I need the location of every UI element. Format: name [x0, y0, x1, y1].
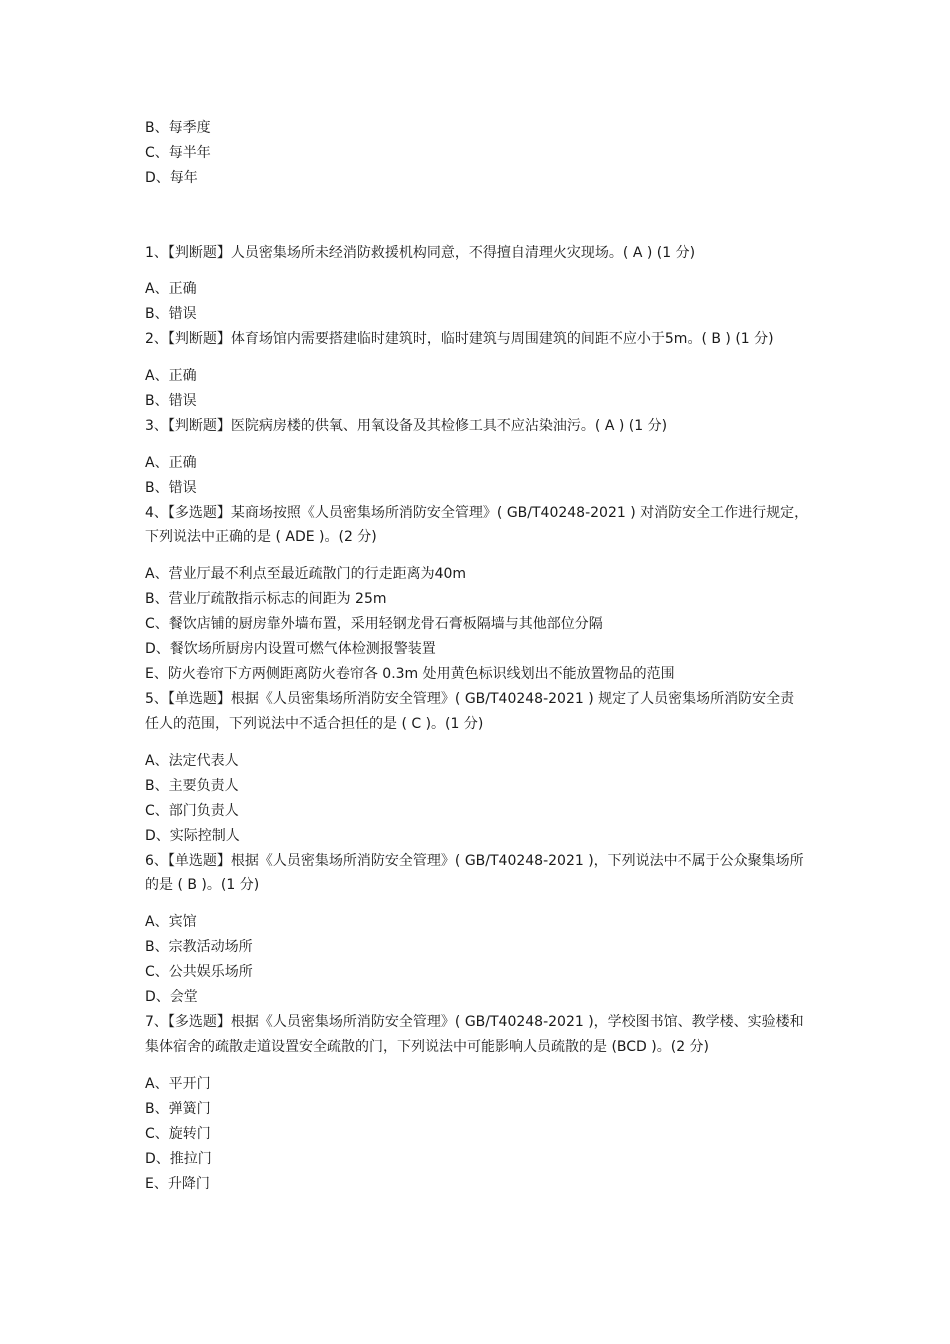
question-stem: 任人的范围，下列说法中不适合担任的是 ( C )。(1 分): [145, 716, 484, 732]
question-stem: 4、【多选题】某商场按照《人员密集场所消防安全管理》( GB/T40248-2021 ) 对消防安全工作进行规定，: [145, 505, 809, 521]
option-line: C、每半年: [145, 145, 211, 161]
option-line: D、餐饮场所厨房内设置可燃气体检测报警装置: [145, 641, 436, 657]
question-stem: 3、【判断题】医院病房楼的供氧、用氧设备及其检修工具不应沾染油污。( A ) (1 分): [145, 418, 668, 434]
option-line: C、公共娱乐场所: [145, 964, 253, 980]
option-line: D、实际控制人: [145, 828, 240, 844]
question-stem: 集体宿舍的疏散走道设置安全疏散的门，下列说法中可能影响人员疏散的是 (BCD )。(2 分): [145, 1039, 710, 1055]
option-line: D、会堂: [145, 989, 198, 1005]
question-stem: 下列说法中正确的是 ( ADE )。(2 分): [145, 529, 377, 545]
option-line: C、旋转门: [145, 1126, 211, 1142]
option-line: A、营业厅最不利点至最近疏散门的行走距离为40m: [145, 566, 467, 582]
question-stem: 1、【判断题】人员密集场所未经消防救援机构同意，不得擅自清理火灾现场。( A ) (1 分): [145, 245, 696, 261]
option-line: C、部门负责人: [145, 803, 239, 819]
option-line: B、营业厅疏散指示标志的间距为 25m: [145, 591, 387, 607]
option-line: B、错误: [145, 393, 197, 409]
option-line: A、平开门: [145, 1076, 211, 1092]
option-line: B、错误: [145, 306, 197, 322]
option-line: A、正确: [145, 455, 197, 471]
question-stem: 5、【单选题】根据《人员密集场所消防安全管理》( GB/T40248-2021 ) 规定了人员密集场所消防安全责: [145, 691, 795, 707]
option-line: B、每季度: [145, 120, 211, 136]
option-line: A、正确: [145, 368, 197, 384]
question-stem: 6、【单选题】根据《人员密集场所消防安全管理》( GB/T40248-2021 )，下列说法中不属于公众聚集场所: [145, 853, 804, 869]
option-line: D、推拉门: [145, 1151, 212, 1167]
option-line: E、防火卷帘下方两侧距离防火卷帘各 0.3m 处用黄色标识线划出不能放置物品的范围: [145, 666, 675, 682]
option-line: B、弹簧门: [145, 1101, 211, 1117]
option-line: D、每年: [145, 170, 198, 186]
option-line: E、升降门: [145, 1176, 210, 1192]
option-line: B、主要负责人: [145, 778, 239, 794]
question-stem: 2、【判断题】体育场馆内需要搭建临时建筑时，临时建筑与周围建筑的间距不应小于5m。( B ) (1 分): [145, 331, 774, 347]
option-line: A、宾馆: [145, 914, 197, 930]
option-line: A、正确: [145, 281, 197, 297]
option-line: A、法定代表人: [145, 753, 239, 769]
question-stem: 7、【多选题】根据《人员密集场所消防安全管理》( GB/T40248-2021 )，学校图书馆、教学楼、实验楼和: [145, 1014, 804, 1030]
question-stem: 的是 ( B )。(1 分): [145, 877, 260, 893]
option-line: C、餐饮店铺的厨房靠外墙布置，采用轻钢龙骨石膏板隔墙与其他部位分隔: [145, 616, 603, 632]
option-line: B、宗教活动场所: [145, 939, 253, 955]
option-line: B、错误: [145, 480, 197, 496]
